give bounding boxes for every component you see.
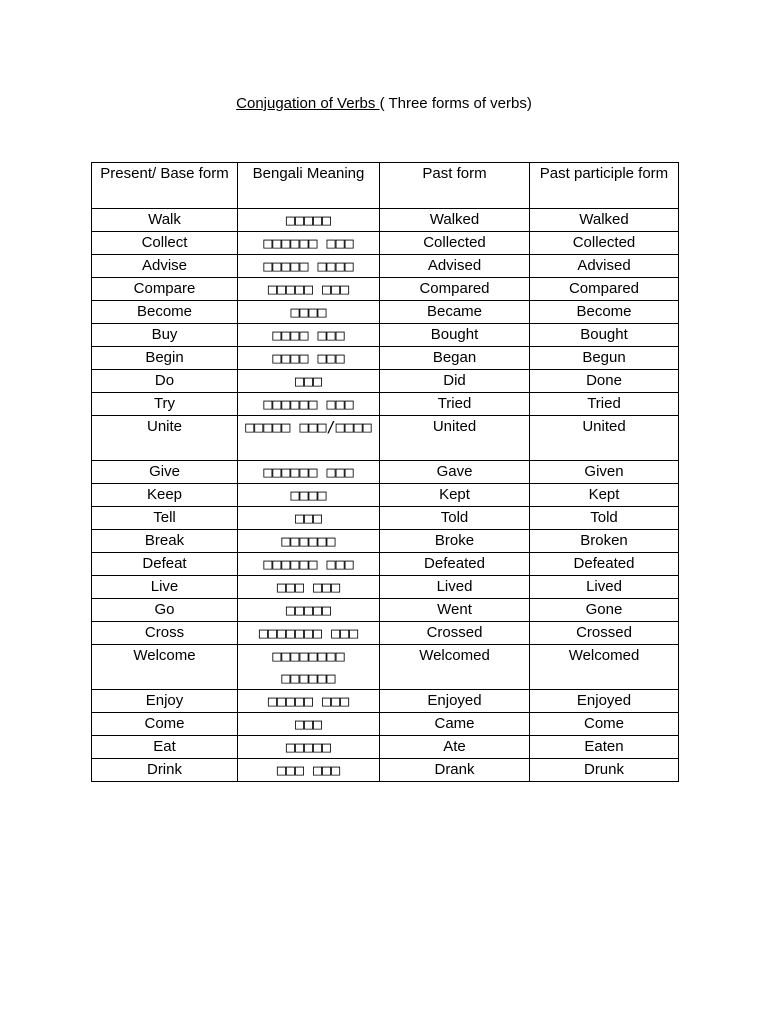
cell-past-form: Drank [380,759,530,782]
cell-base-form: Walk [92,209,238,232]
cell-base-form: Defeat [92,553,238,576]
cell-base-form: Do [92,370,238,393]
cell-past-form: Became [380,301,530,324]
cell-past-participle: Come [530,713,679,736]
cell-base-form: Begin [92,347,238,370]
table-row [92,484,679,507]
cell-bengali-meaning: □□□□□□ □□□ [238,553,380,576]
cell-past-participle: United [530,416,679,461]
header-past-form: Past form [380,163,530,209]
cell-past-participle: Walked [530,209,679,232]
cell-bengali-meaning: □□□ □□□ [238,576,380,599]
cell-past-participle: Advised [530,255,679,278]
cell-base-form: Collect [92,232,238,255]
cell-past-participle: Drunk [530,759,679,782]
title-subtitle: ( Three forms of verbs) [379,95,532,112]
table-row [92,530,679,553]
table-row [92,553,679,576]
table-row [92,759,679,782]
cell-past-participle: Bought [530,324,679,347]
cell-past-participle: Eaten [530,736,679,759]
table-row [92,645,679,690]
table-row [92,416,679,461]
table-row [92,255,679,278]
cell-past-participle: Given [530,461,679,484]
table-row [92,507,679,530]
cell-past-form: Tried [380,393,530,416]
cell-past-participle: Gone [530,599,679,622]
cell-base-form: Drink [92,759,238,782]
cell-past-form: Kept [380,484,530,507]
table-row [92,622,679,645]
cell-past-form: Went [380,599,530,622]
cell-base-form: Break [92,530,238,553]
table-row [92,576,679,599]
cell-base-form: Keep [92,484,238,507]
table-row [92,713,679,736]
cell-past-form: Compared [380,278,530,301]
cell-past-participle: Welcomed [530,645,679,690]
cell-past-participle: Collected [530,232,679,255]
cell-past-participle: Broken [530,530,679,553]
page-title [0,94,768,114]
cell-past-form: United [380,416,530,461]
cell-bengali-meaning: □□□□□ [238,209,380,232]
cell-bengali-meaning: □□□□□ [238,736,380,759]
cell-past-form: Walked [380,209,530,232]
cell-bengali-meaning: □□□□ [238,301,380,324]
table-row [92,690,679,713]
cell-base-form: Enjoy [92,690,238,713]
cell-bengali-meaning: □□□ [238,370,380,393]
cell-past-form: Did [380,370,530,393]
cell-past-participle: Tried [530,393,679,416]
cell-past-form: Gave [380,461,530,484]
table-row [92,461,679,484]
cell-base-form: Compare [92,278,238,301]
cell-bengali-meaning: □□□□□□ □□□ [238,232,380,255]
cell-past-participle: Done [530,370,679,393]
cell-bengali-meaning: □□□ [238,507,380,530]
cell-base-form: Go [92,599,238,622]
cell-past-participle: Enjoyed [530,690,679,713]
cell-bengali-meaning: □□□□□□ □□□ [238,461,380,484]
table-row [92,278,679,301]
table-row [92,736,679,759]
cell-base-form: Advise [92,255,238,278]
cell-past-participle: Kept [530,484,679,507]
cell-bengali-meaning: □□□ □□□ [238,759,380,782]
cell-base-form: Unite [92,416,238,461]
cell-past-form: Advised [380,255,530,278]
cell-base-form: Live [92,576,238,599]
cell-past-form: Crossed [380,622,530,645]
cell-bengali-meaning: □□□□ [238,484,380,507]
table-body [92,209,679,782]
cell-past-participle: Told [530,507,679,530]
cell-past-form: Told [380,507,530,530]
cell-past-participle: Crossed [530,622,679,645]
cell-past-form: Welcomed [380,645,530,690]
cell-past-form: Bought [380,324,530,347]
table-row [92,232,679,255]
cell-base-form: Give [92,461,238,484]
cell-past-form: Collected [380,232,530,255]
table-header-row [92,163,679,209]
cell-base-form: Cross [92,622,238,645]
cell-base-form: Eat [92,736,238,759]
cell-past-participle: Lived [530,576,679,599]
table-row [92,370,679,393]
cell-bengali-meaning: □□□□□□ [238,530,380,553]
header-base-form: Present/ Base form [92,163,238,209]
cell-bengali-meaning: □□□□□ □□□/□□□□ [238,416,380,461]
cell-base-form: Welcome [92,645,238,690]
table-row [92,347,679,370]
cell-bengali-meaning: □□□□□□□ □□□ [238,622,380,645]
table-row [92,324,679,347]
cell-bengali-meaning: □□□□□□ □□□ [238,393,380,416]
cell-bengali-meaning: □□□ [238,713,380,736]
cell-bengali-meaning: □□□□ □□□ [238,347,380,370]
cell-past-form: Defeated [380,553,530,576]
cell-past-participle: Begun [530,347,679,370]
cell-past-form: Lived [380,576,530,599]
table-row [92,209,679,232]
cell-base-form: Try [92,393,238,416]
cell-past-participle: Compared [530,278,679,301]
table-row [92,393,679,416]
cell-base-form: Tell [92,507,238,530]
cell-base-form: Come [92,713,238,736]
cell-bengali-meaning: □□□□□□□□ □□□□□□ [238,645,380,690]
cell-bengali-meaning: □□□□□ □□□ [238,278,380,301]
table-row [92,301,679,324]
cell-bengali-meaning: □□□□ □□□ [238,324,380,347]
cell-past-form: Broke [380,530,530,553]
table-row [92,599,679,622]
cell-bengali-meaning: □□□□□ □□□□ [238,255,380,278]
title-underlined: Conjugation of Verbs [236,95,380,112]
cell-bengali-meaning: □□□□□ □□□ [238,690,380,713]
cell-past-participle: Become [530,301,679,324]
cell-past-form: Ate [380,736,530,759]
cell-past-form: Came [380,713,530,736]
header-bengali-meaning: Bengali Meaning [238,163,380,209]
cell-bengali-meaning: □□□□□ [238,599,380,622]
cell-base-form: Buy [92,324,238,347]
header-past-participle: Past participle form [530,163,679,209]
cell-base-form: Become [92,301,238,324]
cell-past-form: Began [380,347,530,370]
cell-past-participle: Defeated [530,553,679,576]
cell-past-form: Enjoyed [380,690,530,713]
verb-forms-table [91,162,679,782]
